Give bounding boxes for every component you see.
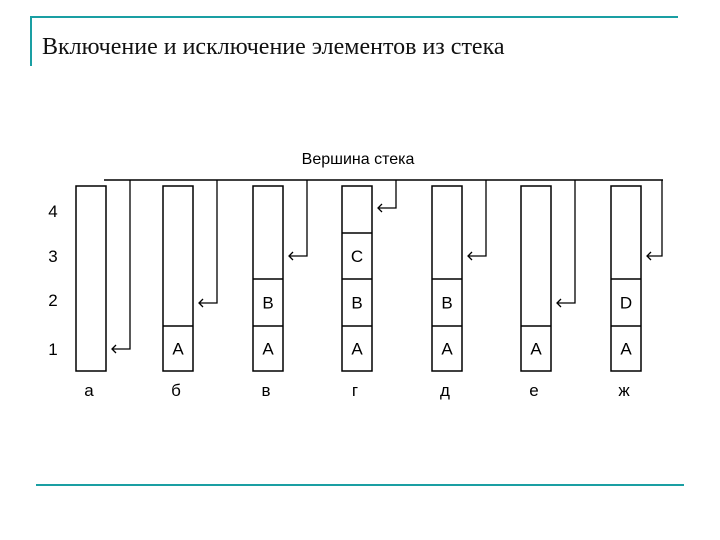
stacks-layer	[76, 180, 663, 400]
stack-cell-value: D	[619, 293, 633, 313]
stack-column-label: г	[351, 381, 359, 400]
stack-column	[432, 180, 486, 400]
stack-top-label: Вершина стека	[301, 151, 415, 168]
stack-cell-value: A	[441, 339, 453, 359]
stack-column	[163, 180, 217, 400]
stack-cell-value: B	[262, 293, 274, 313]
level-label-4: 4	[48, 202, 58, 221]
stack-cell-value: B	[441, 293, 453, 313]
footer-rule	[36, 484, 684, 486]
stack-column	[521, 180, 575, 400]
top-pointer-arrow	[289, 180, 307, 256]
stack-column-label: ж	[618, 381, 630, 400]
stack-cell-value: A	[172, 339, 184, 359]
level-label-2: 2	[48, 291, 58, 310]
stack-column	[253, 180, 307, 400]
top-pointer-arrow	[647, 180, 662, 256]
top-pointer-arrow	[199, 180, 217, 303]
level-label-1: 1	[48, 340, 58, 359]
stack-column-label: а	[84, 381, 94, 400]
stack-cell-value: A	[262, 339, 274, 359]
stack-cell-value: A	[620, 339, 632, 359]
top-pointer-arrow	[112, 180, 130, 349]
stack-column-label: е	[529, 381, 539, 400]
stack-column	[611, 180, 662, 400]
stack-cell-value: C	[350, 247, 364, 266]
slide-title: Включение и исключение элементов из стека	[42, 34, 505, 60]
stack-column-label: б	[171, 381, 181, 400]
stack-column-label: д	[440, 381, 450, 400]
stack-column	[76, 180, 130, 400]
stack-cell-value: A	[351, 339, 363, 359]
stack-column	[342, 180, 396, 400]
stack-column-label: в	[261, 381, 271, 400]
top-pointer-arrow	[468, 180, 486, 256]
level-label-3: 3	[48, 247, 58, 266]
stack-cell-value: B	[351, 293, 363, 313]
stack-cell-value: A	[530, 339, 542, 359]
stack-outline	[76, 186, 106, 371]
top-pointer-arrow	[557, 180, 575, 303]
top-pointer-arrow	[378, 180, 396, 208]
